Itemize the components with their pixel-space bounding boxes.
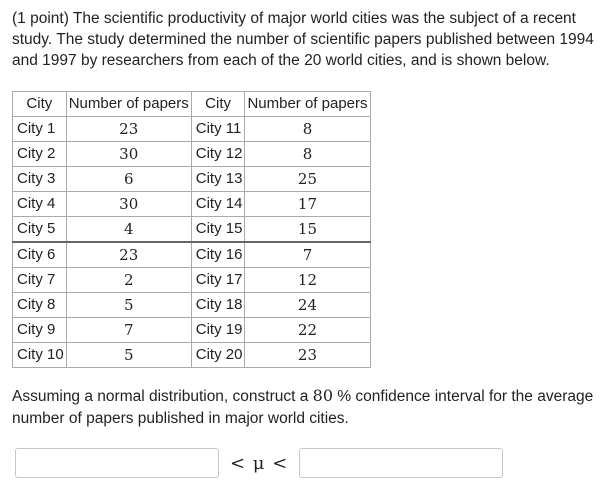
table-header-row [13,92,371,117]
question-text [12,385,607,430]
question-before: Assuming a normal distribution, construct a [12,388,313,405]
paper-count: 7 [66,318,191,343]
confidence-level: 80 [312,386,334,405]
paper-count: 17 [245,192,370,217]
paper-count: 30 [66,192,191,217]
paper-count: 24 [245,293,370,318]
city-name: City 11 [191,117,245,142]
paper-count: 23 [245,343,370,368]
city-name: City 15 [191,217,245,243]
paper-count: 12 [245,268,370,293]
paper-count: 23 [66,242,191,268]
answer-row [15,446,503,480]
paper-count: 6 [66,167,191,192]
city-name: City 18 [191,293,245,318]
paper-count: 5 [66,293,191,318]
city-name: City 12 [191,142,245,167]
table-row [13,242,371,268]
paper-count: 5 [66,343,191,368]
city-name: City 6 [13,242,67,268]
paper-count: 8 [245,142,370,167]
table-row [13,343,371,368]
header-papers-2: Number of papers [245,92,370,117]
table-row [13,217,371,243]
paper-count: 22 [245,318,370,343]
paper-count: 25 [245,167,370,192]
header-papers-1: Number of papers [66,92,191,117]
paper-count: 30 [66,142,191,167]
table-row [13,117,371,142]
city-name: City 7 [13,268,67,293]
paper-count: 2 [66,268,191,293]
table-row [13,293,371,318]
table-row [13,318,371,343]
city-name: City 3 [13,167,67,192]
city-name: City 19 [191,318,245,343]
upper-bound-input[interactable] [299,448,503,478]
table-row [13,192,371,217]
city-name: City 14 [191,192,245,217]
header-city-2: City [191,92,245,117]
table-row [13,268,371,293]
papers-table [12,91,371,368]
table-row [13,167,371,192]
question-after: % confidence interval for the average number of papers published in major world cities. [12,388,594,427]
city-name: City 1 [13,117,67,142]
paper-count: 8 [245,117,370,142]
city-name: City 8 [13,293,67,318]
city-name: City 16 [191,242,245,268]
city-name: City 9 [13,318,67,343]
city-name: City 2 [13,142,67,167]
city-name: City 17 [191,268,245,293]
header-city-1: City [13,92,67,117]
paper-count: 7 [245,242,370,268]
city-name: City 20 [191,343,245,368]
city-name: City 10 [13,343,67,368]
paper-count: 23 [66,117,191,142]
city-name: City 4 [13,192,67,217]
paper-count: 15 [245,217,370,243]
problem-intro: (1 point) The scientific productivity of major world cities was the subject of a recent study. The study determined the number of scientific papers published between 1994 and 1997 by researchers from each of the 20 world cities, and is shown below. [12,10,594,69]
table-row [13,142,371,167]
paper-count: 4 [66,217,191,243]
city-name: City 5 [13,217,67,243]
city-name: City 13 [191,167,245,192]
mu-inequality: < μ < [230,452,289,474]
lower-bound-input[interactable] [15,448,219,478]
